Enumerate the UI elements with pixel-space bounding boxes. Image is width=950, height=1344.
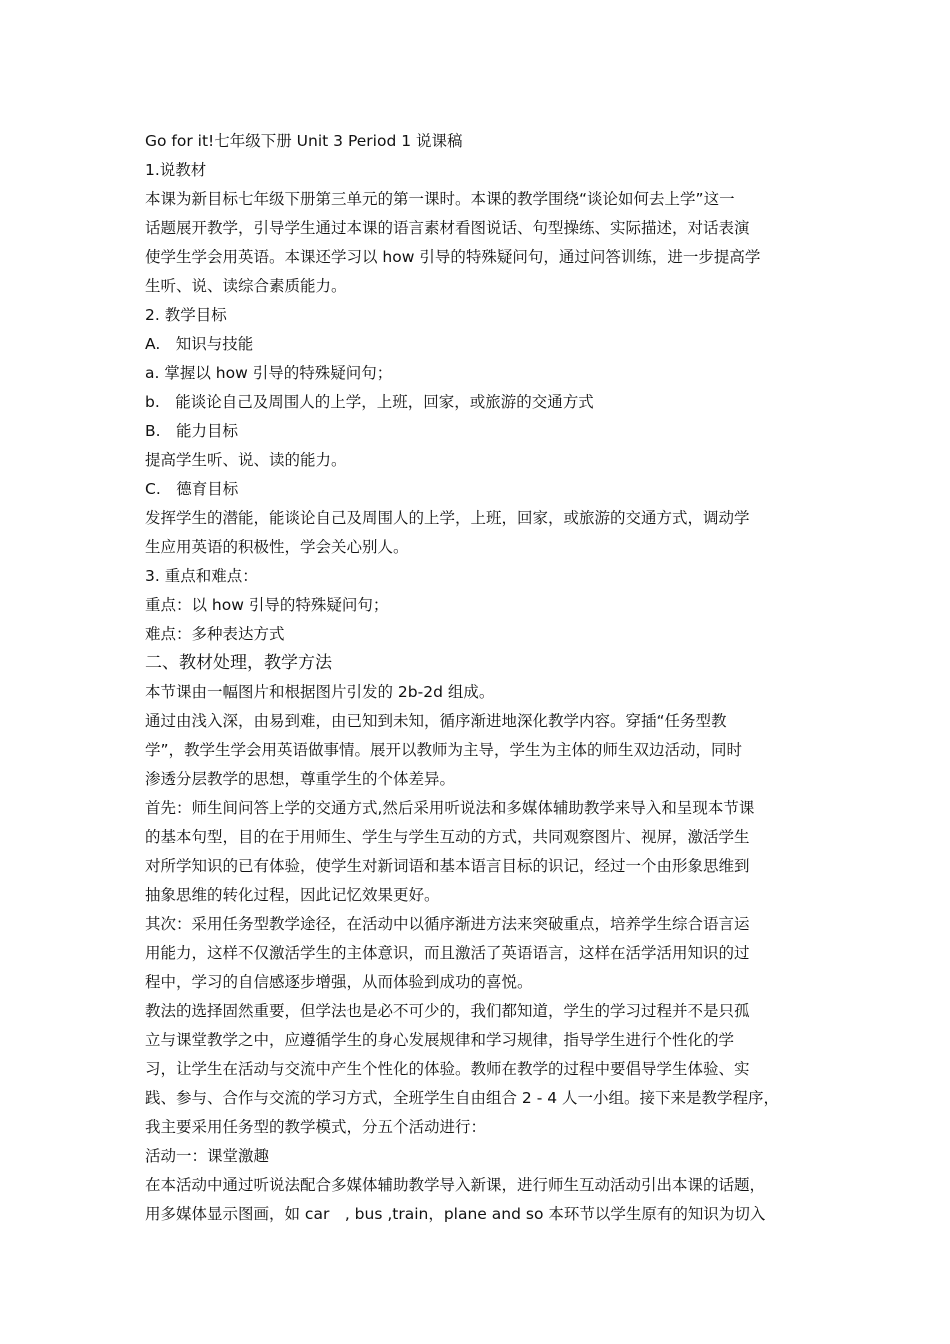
paragraph-line: 学”，教学生学会用英语做事情。展开以教师为主导，学生为主体的师生双边活动，同时: [145, 741, 743, 759]
paragraph-line: 发挥学生的潜能，能谈论自己及周围人的上学，上班，回家，或旅游的交通方式，调动学: [145, 509, 750, 527]
paragraph-line: 生听、说、读综合素质能力。: [145, 277, 347, 295]
paragraph-line: 本节课由一幅图片和根据图片引发的 2b-2d 组成。: [145, 683, 495, 701]
list-item: b. 能谈论自己及周围人的上学，上班，回家，或旅游的交通方式: [145, 393, 594, 411]
paragraph-line: 用能力，这样不仅激活学生的主体意识，而且激活了英语语言，这样在活学活用知识的过: [145, 944, 750, 962]
paragraph-line: 我主要采用任务型的教学模式，分五个活动进行：: [145, 1118, 487, 1136]
paragraph-line: 在本活动中通过听说法配合多媒体辅助教学导入新课，进行师生互动活动引出本课的话题，: [145, 1176, 766, 1194]
subsection-heading: A. 知识与技能: [145, 335, 254, 353]
paragraph-line: 的基本句型，目的在于用师生、学生与学生互动的方式，共同观察图片、视屏，激活学生: [145, 828, 750, 846]
paragraph-line: 渗透分层教学的思想，尊重学生的个体差异。: [145, 770, 456, 788]
paragraph-line: 对所学知识的已有体验，使学生对新词语和基本语言目标的识记，经过一个由形象思维到: [145, 857, 750, 875]
paragraph-line: 使学生学会用英语。本课还学习以 how 引导的特殊疑问句，通过问答训练，进一步提高学: [145, 248, 761, 266]
subsection-heading: C. 德育目标: [145, 480, 239, 498]
document-title: Go for it!七年级下册 Unit 3 Period 1 说课稿: [145, 132, 463, 150]
paragraph-line: 本课为新目标七年级下册第三单元的第一课时。本课的教学围绕“谈论如何去上学”这一: [145, 190, 735, 208]
section-heading: 2. 教学目标: [145, 306, 227, 324]
paragraph-line: 提高学生听、说、读的能力。: [145, 451, 347, 469]
paragraph-line: 习，让学生在活动与交流中产生个性化的体验。教师在教学的过程中要倡导学生体验、实: [145, 1060, 750, 1078]
paragraph-line: 其次：采用任务型教学途径，在活动中以循序渐进方法来突破重点，培养学生综合语言运: [145, 915, 750, 933]
paragraph-line: 首先：师生间问答上学的交通方式,然后采用听说法和多媒体辅助教学来导入和呈现本节课: [145, 799, 755, 817]
section-heading: 二、教材处理，教学方法: [145, 653, 332, 673]
paragraph-line: 通过由浅入深，由易到难，由已知到未知，循序渐进地深化教学内容。穿插“任务型教: [145, 712, 727, 730]
section-heading: 1.说教材: [145, 161, 207, 179]
subsection-heading: B. 能力目标: [145, 422, 239, 440]
paragraph-line: 教法的选择固然重要，但学法也是必不可少的，我们都知道，学生的学习过程并不是只孤: [145, 1002, 750, 1020]
section-heading: 3. 重点和难点：: [145, 567, 258, 585]
paragraph-line: 话题展开教学，引导学生通过本课的语言素材看图说话、句型操练、实际描述，对话表演: [145, 219, 750, 237]
document-body: [145, 127, 805, 1229]
paragraph-line: 用多媒体显示图画，如 car , bus ,train，plane and so 本环节以学生原有的知识为切入: [145, 1205, 766, 1223]
paragraph-line: 立与课堂教学之中，应遵循学生的身心发展规律和学习规律，指导学生进行个性化的学: [145, 1031, 735, 1049]
paragraph-line: 难点：多种表达方式: [145, 625, 285, 643]
list-item: a. 掌握以 how 引导的特殊疑问句；: [145, 364, 393, 382]
subsection-heading: 活动一：课堂激趣: [145, 1147, 270, 1165]
paragraph-line: 践、参与、合作与交流的学习方式，全班学生自由组合 2 - 4 人一小组。接下来是教学程序，: [145, 1089, 780, 1107]
paragraph-line: 抽象思维的转化过程，因此记忆效果更好。: [145, 886, 440, 904]
paragraph-line: 生应用英语的积极性，学会关心别人。: [145, 538, 409, 556]
paragraph-line: 程中，学习的自信感逐步增强，从而体验到成功的喜悦。: [145, 973, 533, 991]
paragraph-line: 重点：以 how 引导的特殊疑问句；: [145, 596, 389, 614]
